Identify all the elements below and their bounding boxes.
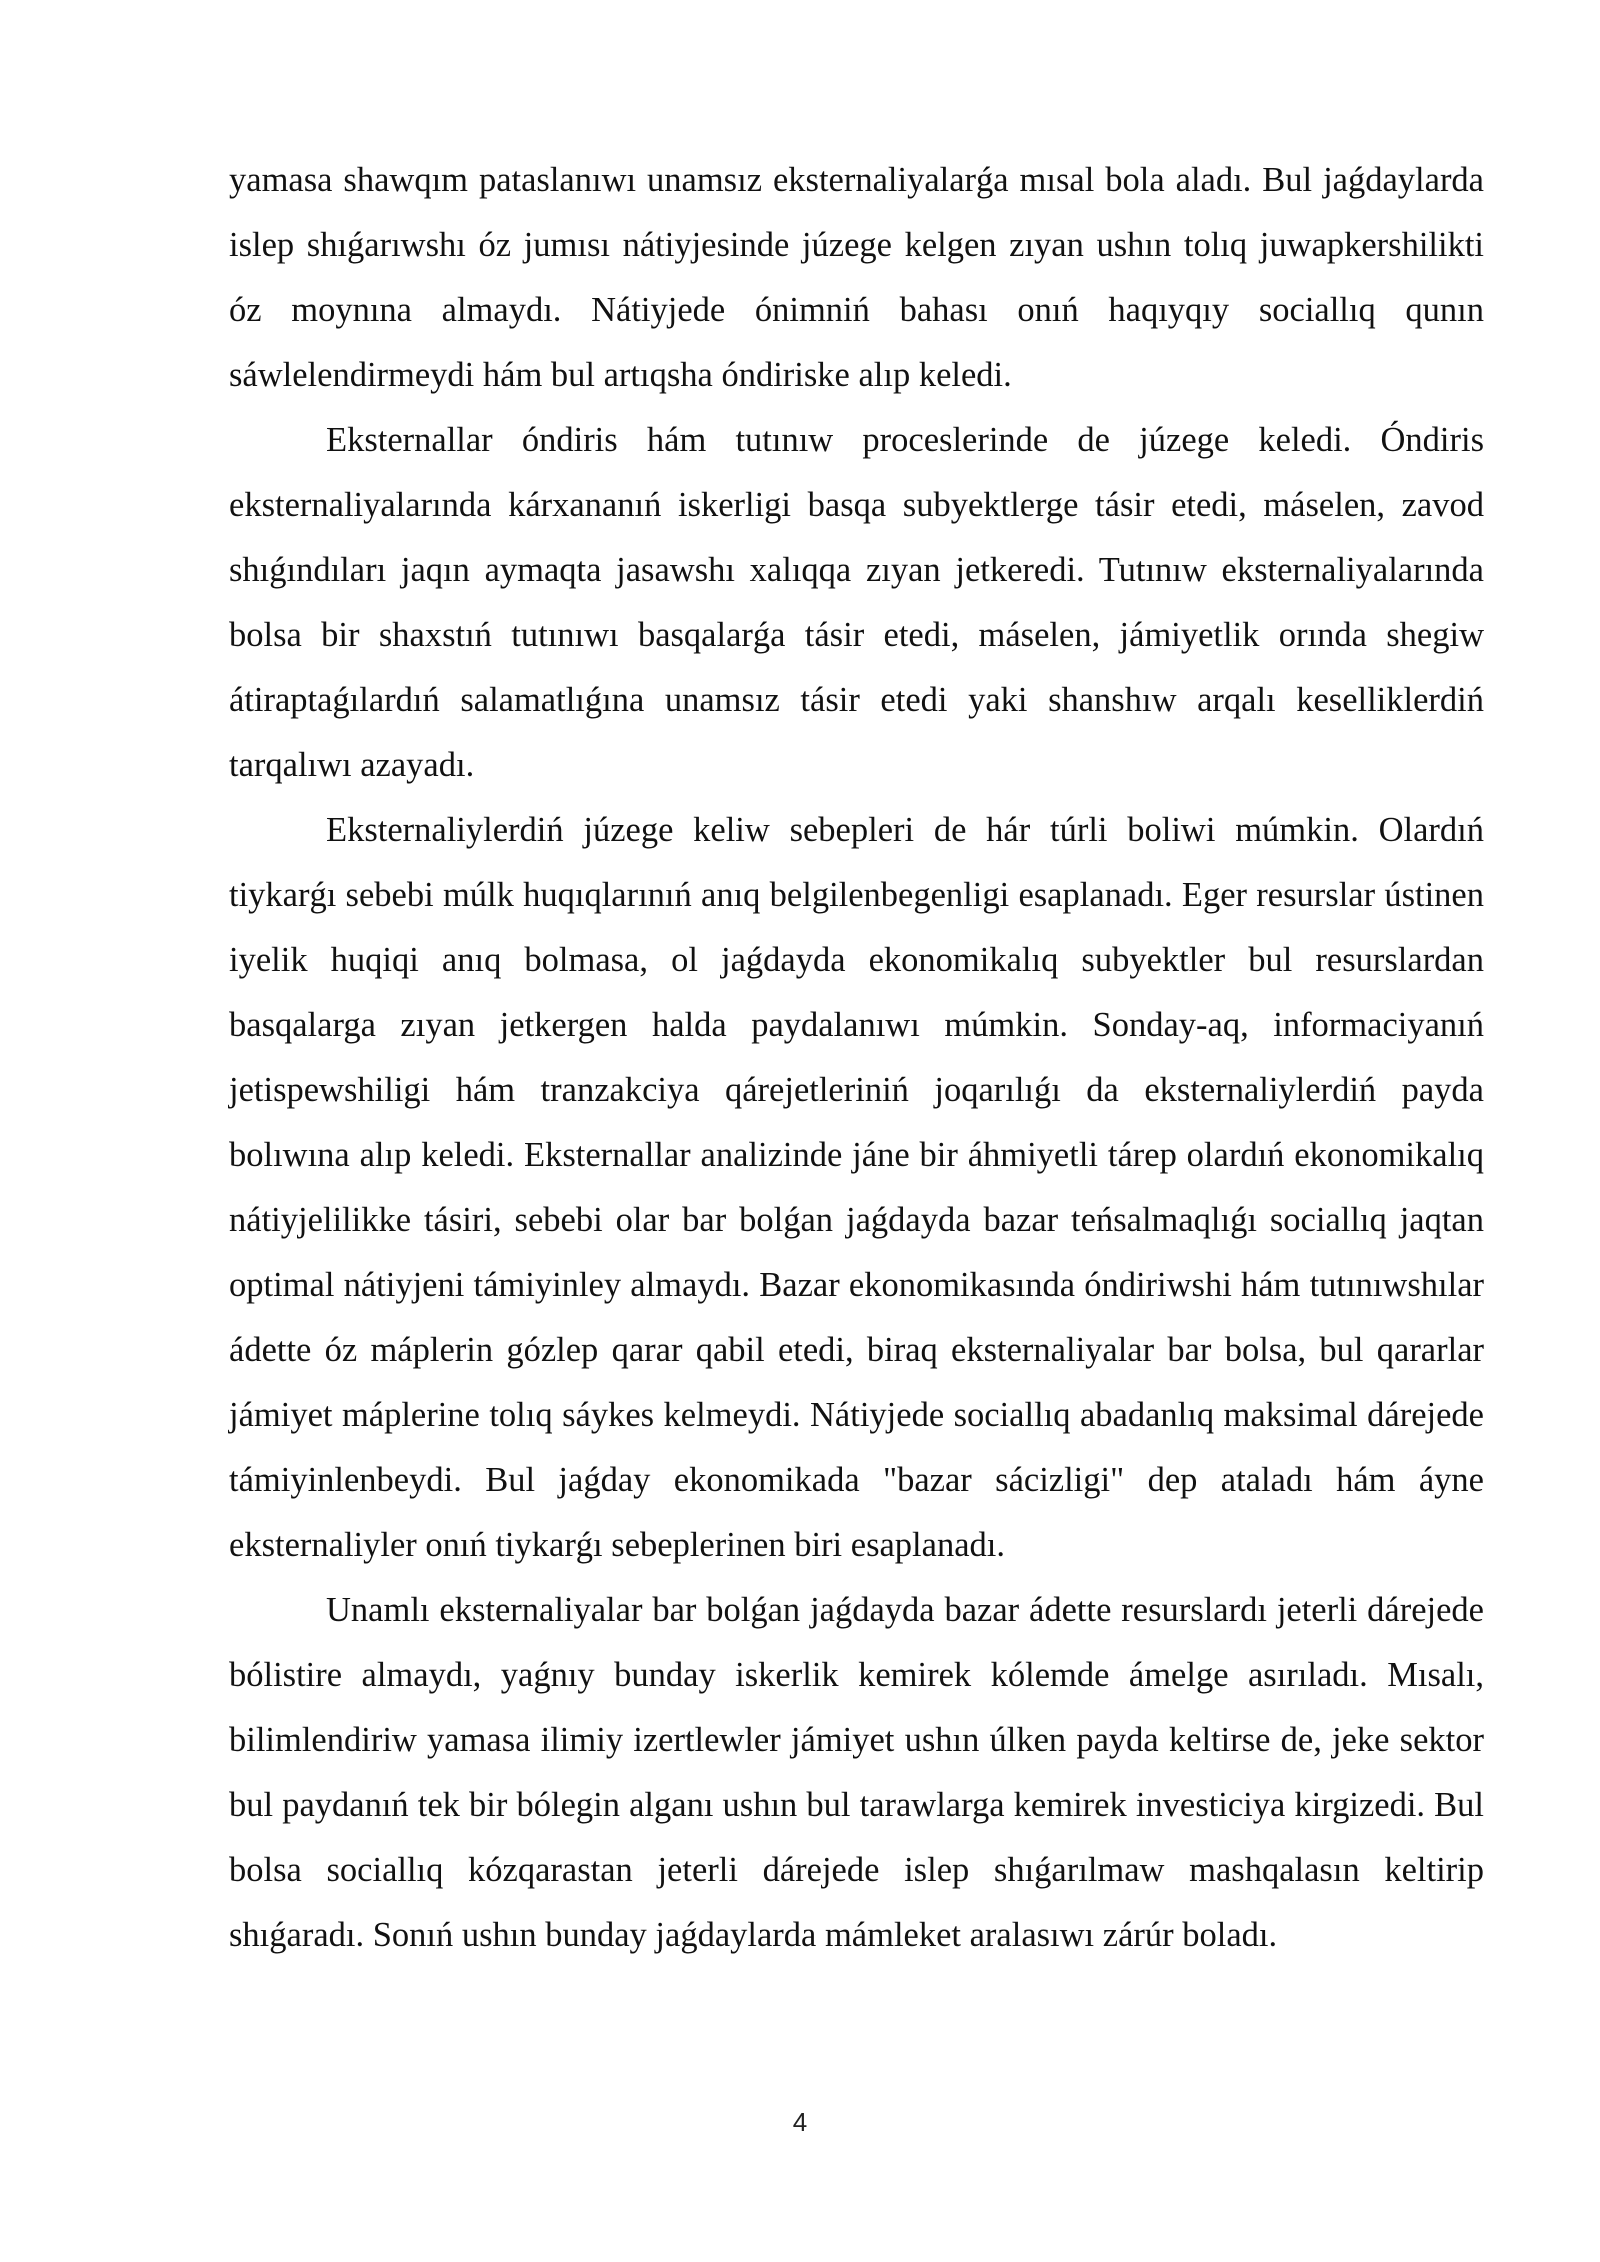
paragraph-1: yamasa shawqım pataslanıwı unamsız eksternaliyalarǵa mısal bola aladı. Bul jaǵdaylarda islep shıǵarıwshı óz jumısı nátiyjesinde júzege kelgen zıyan ushın tolıq juwapkershilikti óz moynına almaydı. Nátiyjede ónimniń bahası onıń haqıyqıy sociallıq qunın sáwlelendirmeydi hám bul artıqsha óndiriske alıp keledi. — [229, 161, 1484, 394]
page-number: 4 — [792, 2107, 808, 2137]
body-text — [229, 148, 1484, 1968]
paragraph-4: Unamlı eksternaliyalar bar bolǵan jaǵdayda bazar ádette resurslardı jeterli dárejede bólistire almaydı, yaǵnıy bunday iskerlik kemirek kólemde ámelge asırıladı. Mısalı, bilimlendiriw yamasa ilimiy izertlewler jámiyet ushın úlken payda keltirse de, jeke sektor bul paydanıń tek bir bólegin alganı ushın bul tarawlarga kemirek investiciya kirgizedi. Bul bolsa sociallıq kózqarastan jeterli dárejede islep shıǵarılmaw mashqalasın keltirip shıǵaradı. Sonıń ushın bunday jaǵdaylarda mámleket aralasıwı zárúr boladı. — [229, 1591, 1484, 1954]
paragraph-2: Eksternallar óndiris hám tutınıw proceslerinde de júzege keledi. Óndiris eksternaliyalarında kárxananıń iskerligi basqa subyektlerge tásir etedi, máselen, zavod shıǵındıları jaqın aymaqta jasawshı xalıqqa zıyan jetkeredi. Tutınıw eksternaliyalarında bolsa bir shaxstıń tutınıwı basqalarǵa tásir etedi, máselen, jámiyetlik orında shegiw átiraptaǵılardıń salamatlıǵına unamsız tásir etedi yaki shanshıw arqalı keselliklerdiń tarqalıwı azayadı. — [229, 421, 1484, 784]
paragraph-3: Eksternaliylerdiń júzege keliw sebepleri de hár túrli boliwi múmkin. Olardıń tiykarǵı sebebi múlk huqıqlarınıń anıq belgilenbegenligi esaplanadı. Eger resurslar ústinen iyelik huqiqi anıq bolmasa, ol jaǵdayda ekonomikalıq subyektler bul resurslardan basqalarga zıyan jetkergen halda paydalanıwı múmkin. Sonday-aq, informaciyanıń jetispewshiligi hám tranzakciya qárejetleriniń joqarılıǵı da eksternaliylerdiń payda bolıwına alıp keledi. Eksternallar analizinde jáne bir áhmiyetli tárep olardıń ekonomikalıq nátiyjelilikke tásiri, sebebi olar bar bolǵan jaǵdayda bazar teńsalmaqlıǵı sociallıq jaqtan optimal nátiyjeni támiyinley almaydı. Bazar ekonomikasında óndiriwshi hám tutınıwshılar ádette óz máplerin gózlep qarar qabil etedi, biraq eksternaliyalar bar bolsa, bul qararlar jámiyet máplerine tolıq sáykes kelmeydi. Nátiyjede sociallıq abadanlıq maksimal dárejede támiyinlenbeydi. Bul jaǵday ekonomikada "bazar sácizligi" dep ataladı hám áyne eksternaliyler onıń tiykarǵı sebeplerinen biri esaplanadı. — [229, 811, 1484, 1564]
